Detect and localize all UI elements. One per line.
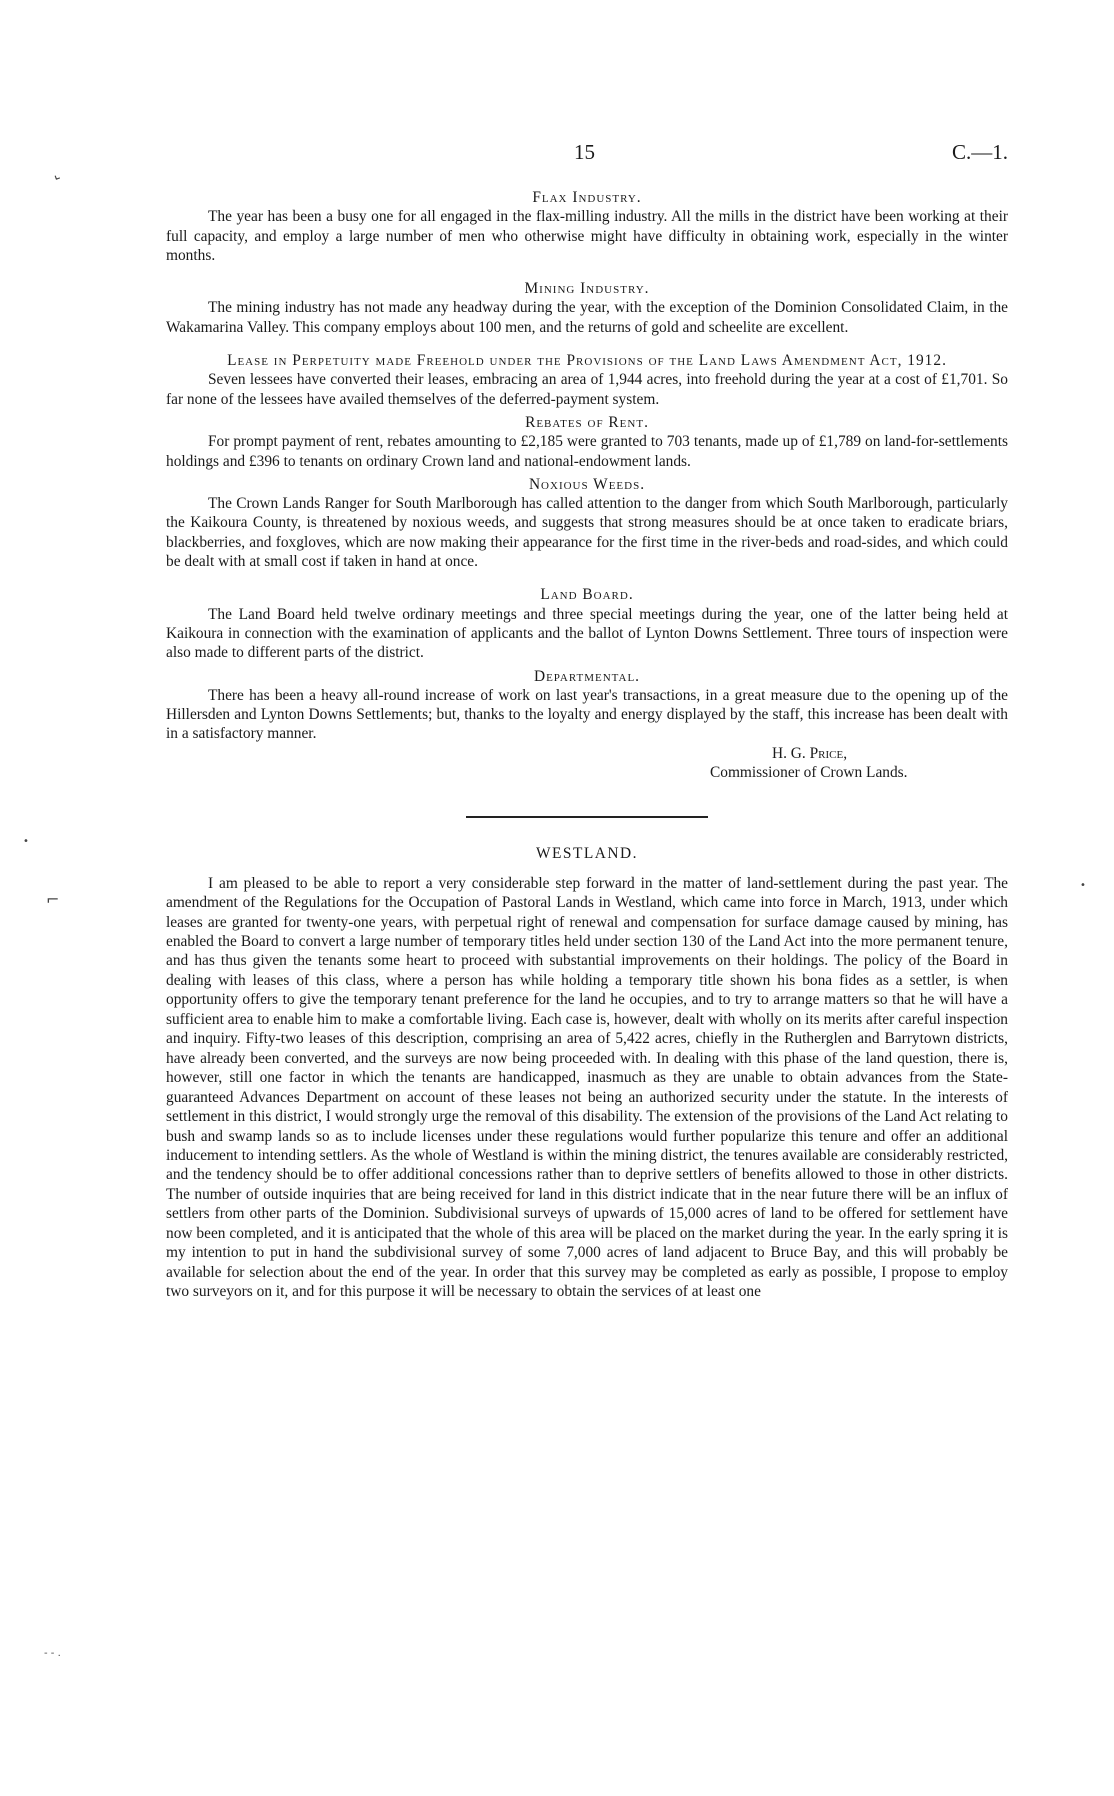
section-paragraph: For prompt payment of rent, rebates amounting to £2,185 were granted to 703 tenants, made up of £1,789 on land-for-settlements holdings and £396 to tenants on ordinary Crown land and national-endowment lands. — [166, 433, 1008, 470]
page-number: 15 — [574, 140, 595, 164]
signature-block — [166, 744, 1008, 783]
section-paragraph: There has been a heavy all-round increase of work on last year's transactions, in a great measure due to the opening up of the Hillersden and Lynton Downs Settlements; but, thanks to the loyalty and energy displayed by the staff, this increase has been dealt with in a satisfactory manner. — [166, 686, 1008, 743]
section-divider — [466, 816, 708, 818]
section-heading: Land Board. — [540, 586, 634, 604]
section-paragraph: The mining industry has not made any headway during the year, with the exception of the Dominion Consolidated Claim, in the Wakamarina Valley. This company employs about 100 men, and the returns of gold and scheelite are excellent. — [166, 299, 1008, 336]
margin-mark-bottom-left: - - . — [44, 1648, 61, 1659]
section-heading: Flax Industry. — [532, 189, 642, 206]
section-paragraph: The Crown Lands Ranger for South Marlborough has called attention to the danger from which South Marlborough, particularly the Kaikoura County, is threatened by noxious weeds, and suggests that strong measures should be at once taken to eradicate briars, blackberries, and foxgloves, which are now making their appearance for the first time in the river-beds and road-sides, and which could be dealt with at small cost if taken in hand at once. — [166, 495, 1008, 571]
section-heading: Mining Industry. — [524, 280, 650, 298]
margin-dot-right: • — [1080, 880, 1086, 891]
section-heading: Rebates of Rent. — [525, 413, 649, 431]
section-heading: Departmental. — [533, 667, 641, 685]
signature-title: Commissioner of Crown Lands. — [710, 764, 908, 782]
document-reference: C.—1. — [951, 140, 1008, 164]
margin-dot-left: • — [23, 836, 29, 847]
westland-heading: WESTLAND. — [536, 845, 638, 863]
section-paragraph: The year has been a busy one for all engaged in the flax-milling industry. All the mills in the district have been working at their full capacity, and employ a large number of men who otherwise might have difficulty in obtaining work, especially in the winter months. — [166, 208, 1008, 264]
margin-mark-left: ⌐ — [46, 890, 60, 909]
section-paragraph: The Land Board held twelve ordinary meetings and three special meetings during the year, one of the latter being held at Kaikoura in connection with the examination of applicants and the ballot of Lynton Downs Settlement. Three tours of inspection were also made to different parts of the district. — [166, 605, 1008, 662]
page-header — [166, 140, 1008, 170]
section-heading: Lease in Perpetuity made Freehold under the Provisions of the Land Laws Amendment Act, 1912. — [227, 352, 947, 370]
page-content — [166, 188, 1008, 1302]
westland-paragraph: I am pleased to be able to report a very considerable step forward in the matter of land-settlement during the past year. The amendment of the Regulations for the Occupation of Pastoral Lands in Westland, which came into force in March, 1913, under which leases are granted for twenty-one years, with perpetual right of renewal and compensation for surface damage caused by mining, has enabled the Board to convert a large number of temporary titles held under section 130 of the Land Act into the more permanent tenure, and has thus given the tenants some heart to proceed with substantial improvements on their holdings. The policy of the Board in dealing with leases of this class, where a person has while holding a temporary title shown his bona fides as a settler, is when opportunity offers to give the temporary tenant preference for the land he occupies, and to try to arrange matters so that he will have a sufficient area to enable him to make a comfortable living. Each case is, however, dealt with wholly on its merits after careful inspection and inquiry. Fifty-two leases of this description, comprising an area of 5,422 acres, chiefly in the Rutherglen and Barrytown districts, have already been converted, and the surveys are now being proceeded with. In dealing with this phase of the land question, there is, however, still one factor in which the tenants are handicapped, inasmuch as they are unable to obtain advances from the State-guaranteed Advances Department on account of these leases not being an authorized security under the statute. In the interests of settlement in this district, I would strongly urge the removal of this disability. The extension of the provisions of the Land Act relating to bush and swamp lands so as to include licenses under these regulations would further popularize this tenure and offer an additional inducement to intending settlers. As the whole of Westland is within the mining district, the tenures available are considerably restricted, and the tendency should be to offer additional concessions rather than to deprive settlers of benefits allowed to those in other districts. The number of outside inquiries that are being received for land in this district indicate that in the near future there will be an influx of settlers from other parts of the Dominion. Subdivisional surveys of upwards of 15,000 acres of land to be offered for settlement have now been completed, and it is anticipated that the whole of this area will be placed on the market during the year. In the early spring it is my intention to put in hand the subdivisional survey of some 7,000 acres of land adjacent to Bruce Bay, and this will probably be available for selection about the end of the year. In order that this survey may be completed as early as possible, I propose to employ two surveyors on it, and for this purpose it will be necessary to obtain the services of at least one — [166, 874, 1008, 1301]
signature-name: H. G. Price, — [772, 744, 848, 762]
margin-mark-top-left: ⌄ — [49, 166, 67, 186]
section-heading: Noxious Weeds. — [528, 475, 646, 493]
section-paragraph: Seven lessees have converted their leases, embracing an area of 1,944 acres, into freehold during the year at a cost of £1,701. So far none of the lessees have availed themselves of the deferred-payment system. — [166, 371, 1008, 408]
